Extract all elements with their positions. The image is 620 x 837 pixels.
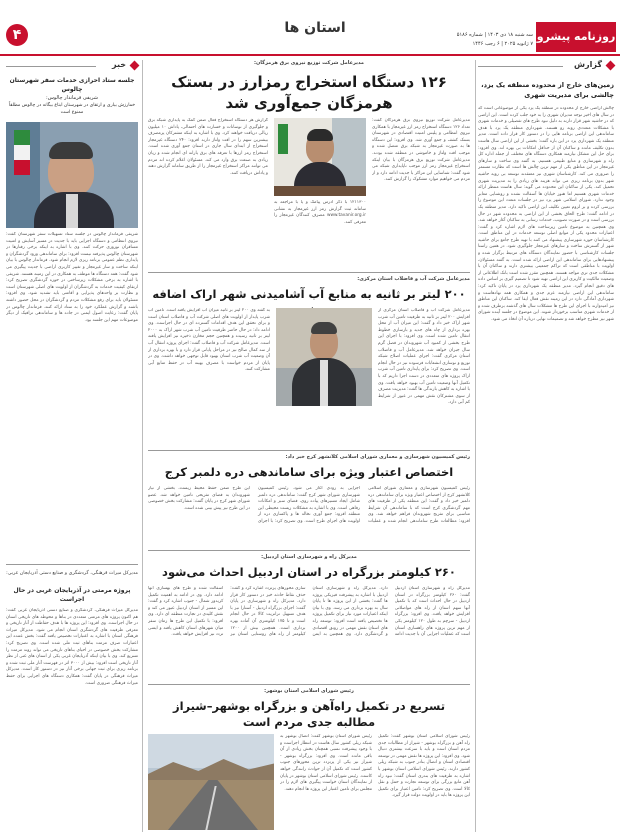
story2-body-col1: مدیرعامل شرکت آب و فاضلاب استان مرکزی از افزایش ۲۰۰ لیتر بر ثانیه به ظرفیت تامین آب شرب شهر اراک خبر داد و گفت: این میزان آب از محل بهره برداری از چاه های جدید و بازسازی خطوط انتقال تامین شده است. وی افزود: با اجرای این طرح بخشی از کمبود آب شهروندان در فصل گرم سال جبران خواهد شد. مدیرعامل آب و فاضلاب استان مرکزی گفت: اجرای عملیات اصلاح شبکه توزیع و نوسازی انشعابات فرسوده نیز در حال انجام است. وی تصریح کرد: برای پایداری تامین آب شرب اراک پروژه های متعددی در دست اجرا داریم که با تکمیل آنها وضعیت تامین آب بهبود خواهد یافت. وی با اشاره به کاهش بارندگی ها گفت: مدیریت مصرف از سوی مشترکان نقش مهمی در عبور از شرایط کم آبی دارد. — [378, 308, 470, 406]
header-rule — [6, 66, 96, 67]
story3-headline: اختصاص اعتبار ویژه برای ساماندهی دره دلمبر کرج — [164, 465, 454, 479]
news-header-label: خبر — [111, 60, 126, 69]
news-article1-body: شریفی فرماندار چالوس در جلسه ستاد تسهیلات سفر شهرستان گفت: نیروی انتظامی و دستگاه اجرایی باید با جدیت در مسیر آسایش و امنیت مسافران نوروزی حرکت کنند. وی با اشاره به اینکه برخی رفتارها در شهرستان چالوس پذیرفته نیست افزود: برای ساماندهی ورود گردشگران و پایداری نظم عمومی برنامه ریزی لازم انجام شود. فرماندار چالوس با بیان اینکه ساخت و ساز غیرمجاز و تغییر کاربری اراضی با جدیت پیگیری می شود گفت: همه دستگاه ها موظف به همکاری در این زمینه هستند. شریفی با اشاره به برخی مشکلات زیرساختی در حوزه گردشگری تصریح کرد: ارتقای کیفیت خدمات به گردشگران از اولویت های اصلی شهرستان است و نظارت بر واحدهای پذیرایی و اقامتی باید تشدید شود. وی افزود: مسئولان باید برای رفع مشکلات مردم و گردشگران در محل حضور داشته باشند و گزارش عملکرد خود را به ستاد ارائه کنند. فرماندار چالوس در پایان گفت: رعایت اصول ایمنی در جاده ها و ساماندهی ترافیک از دیگر موضوعات مهم این جلسه بود. — [6, 232, 138, 323]
news-column — [6, 60, 138, 832]
news-article2-kicker: مدیرکل میراث فرهنگی، گردشگری و صنایع دستی آذربایجان غربی: — [6, 571, 138, 576]
news-article1-summary: خمارزش بیاری و ارتقای در شهرستان ابتاع بیگانه در چالوس مطلقاً ممنوع است — [8, 103, 136, 115]
issue-date-box — [455, 31, 533, 49]
story-divider — [148, 684, 470, 685]
story1-kicker: مدیرعامل شرکت توزیع نیروی برق هرمزگان: — [254, 60, 364, 66]
story1-body-col2: گزارش هر دستگاه استخراج فعال ضمن کمک به پایداری شبکه برق و جلوگیری از نوسانات و خسارت های احتمالی، پاداش ۱۰ میلیون ریالی دریافت خواهند کرد. وی با اشاره به اینکه مشترکان پرمصرف بیشترین سهم را در افت ولتاژ دارند افزود: ۲۴۰ دستگاه غیرمجاز استخراج از ابتدای سال جاری در استان جمع آوری شده است. استخراج رمز ارزها با تعرفه های برق یارانه ای انجام شده و زیان زیادی به صنعت برق وارد می کند. مسئولان اعلام کرده اند مردم می توانند مراکز استخراج غیرمجاز را از طریق سامانه گزارش دهند و پاداش دریافت کنند. — [148, 118, 268, 176]
story-bushehr — [148, 688, 470, 832]
story-karaj — [148, 454, 470, 548]
story3-kicker: رئیس کمیسیون شهرسازی و معماری شورای اسلامی کلانشهر کرج خبر داد: — [285, 454, 470, 460]
page-number-badge: ۴ — [6, 24, 28, 46]
story4-headline: ۲۶۰ کیلومتر بزرگراه در استان اردبیل احداث می‌شود — [162, 565, 456, 579]
news-article1-subhead: شریفی فرماندار چالوس: — [46, 95, 98, 101]
masthead — [0, 0, 620, 55]
story5-kicker: رئیس شورای اسلامی استان بوشهر: — [264, 688, 354, 694]
railway-highway-photo — [148, 734, 274, 830]
story3-body: رئیس کمیسیون شهرسازی و معماری شورای اسلامی کلانشهر کرج از اختصاص اعتبار ویژه برای ساماندهی دره دلمبر خبر داد و گفت: این منطقه یکی از ظرفیت های مهم گردشگری کرج است که با ساماندهی آن شرایط مناسبی برای تفریح شهروندان فراهم خواهد شد. وی افزود: مطالعات طرح ساماندهی انجام شده و عملیات اجرایی به زودی آغاز می شود. رئیس کمیسیون شهرسازی شورای شهر کرج گفت: ساماندهی دره دلمبر شامل ایجاد مسیرهای پیاده روی، فضای سبز و امکانات رفاهی است. وی با اشاره به مشکلات زیست محیطی این منطقه افزود: جمع آوری نخاله ها و پاکسازی دره از اولویت های اجرای طرح است. وی تصریح کرد: با اجرای این طرح ضمن حفظ محیط زیست، بخشی از نیاز شهروندان به فضای تفریحی تامین خواهد شد. عضو شورای شهر کرج در پایان گفت: مشارکت بخش خصوصی در این طرح نیز پیش بینی شده است. — [148, 486, 470, 524]
story4-kicker: مدیرکل راه و شهرسازی استان اردبیل: — [261, 554, 357, 560]
report-title: زمین‌های خارج از محدوده منطقه یک یزد، چالشی برای مدیریت شهری — [481, 81, 614, 99]
story-hormozgan — [148, 60, 470, 270]
news-article2-body: مدیرکل میراث فرهنگی، گردشگری و صنایع دستی آذربایجان غربی گفت: هم اکنون پروژه های مرمتی متعددی در بناها و محوطه های تاریخی استان در حال اجراست. وی افزود: این پروژه ها با هدف حفاظت از آثار تاریخی و معرفی ظرفیت های گردشگری استان انجام می شود. مدیرکل میراث فرهنگی استان با اشاره به اعتبارات تخصیص یافته گفت: بخش عمده این اعتبارات صرف مرمت بناهای ثبت ملی شده است. وی تصریح کرد: مشارکت بخش خصوصی در احیای بناهای تاریخی می تواند روند مرمت را تسریع کند. وی با بیان اینکه آذربایجان غربی یکی از استان های غنی از نظر آثار تاریخی است افزود: بیش از ۳۰۰۰ اثر در فهرست آثار ملی ثبت شده و برنامه ریزی برای ثبت جهانی برخی آثار نیز در دستور کار است. مدیرکل میراث فرهنگی در پایان گفت: همکاری دستگاه های اجرایی برای حفظ میراث فرهنگی ضروری است. — [6, 608, 138, 686]
story5-body-col1: رئیس شورای اسلامی استان بوشهر گفت: تکمیل راه آهن و بزرگراه بوشهر - شیراز از مطالبات جدی مردم استان است و باید با سرعت بیشتری دنبال شود. وی افزود: این پروژه ها نقش مهمی در توسعه اقتصادی استان و اتصال بنادر جنوب به شبکه ریلی کشور دارند. رئیس شورای اسلامی استان بوشهر با اشاره به ظرفیت های بندری استان گفت: نبود راه آهن مانع بزرگی برای توسعه تجارت و حمل و نقل کالا است. وی تصریح کرد: تامین اعتبار برای تکمیل این پروژه ها باید در اولویت دولت قرار گیرد. — [378, 734, 470, 799]
story1-body-col1: مدیرعامل شرکت توزیع نیروی برق هرمزگان گفت: تعداد ۱۲۶ دستگاه استخراج رمز ارز غیرمجاز با همکاری نیروی انتظامی و پلیس امنیت اقتصادی در شهرستان بستک کشف و جمع آوری شد. وی افزود: این دستگاه ها به صورت غیرمجاز به شبکه برق متصل شده و موجب افت ولتاژ و خاموشی در منطقه شده بودند. مدیرعامل شرکت توزیع برق هرمزگان با بیان اینکه استخراج غیرمجاز رمز ارز موجب ناپایداری شبکه می شود گفت: شناسایی این مراکز با جدیت ادامه دارد و از مردم می خواهیم موارد مشکوک را گزارش کنند. — [372, 118, 470, 183]
news-article1-title: جلسه ستاد احرازی خدمات سفر شهرستان چالوس — [9, 77, 135, 93]
left-divider — [142, 60, 143, 832]
hormozgan-official-photo — [274, 118, 366, 196]
report-column — [478, 60, 614, 832]
story2-headline: ۲۰۰ لیتر بر ثانیه به منابع آب آشامیدنی شهر اراک اضافه — [152, 287, 466, 301]
logo: روزنامه پیشرو — [536, 22, 616, 52]
story1-photo-caption: ۱۲۱۱۳۰۰ با ذکر آدرس پیامک و یا با مراجعه به سامانه ثبت گزارش رمز ارز غیرمجاز به نشانی www.tavanir.org.ir مصرف کنندگان غیرمجاز را معرفی کنند. — [274, 200, 366, 225]
news-article2-title: پروژه مرمتی در آذربایجان غربی در حال اجراست — [13, 587, 131, 603]
story4-body: مدیرکل راه و شهرسازی استان اردبیل گفت: ۲۶۰ کیلومتر بزرگراه در استان اردبیل در حال احداث است که با تکمیل آنها سهم استان از راه های مواصلاتی افزایش خواهد یافت. وی افزود: بزرگراه اردبیل - سرچم به طول ۱۲۰ کیلومتر یکی از مهم ترین پروژه های راهسازی استان است که عملیات اجرایی آن با جدیت ادامه دارد. مدیرکل راه و شهرسازی استان اردبیل با اشاره به پیشرفت فیزیکی پروژه ها گفت: بخشی از این پروژه ها تا پایان سال به بهره برداری می رسد. وی با بیان اینکه اعتبارات مورد نیاز برای تکمیل پروژه ها تخصیص یافته است افزود: توسعه راه های استان نقش مهمی در رونق اقتصادی و گردشگری دارد. وی همچنین به ایمن سازی محورهای پرتردد اشاره کرد و گفت: حذف نقاط حادثه خیز در دستور کار قرار دارد. مدیرکل راه و شهرسازی در پایان گفت: اجرای بزرگراه اردبیل - آستارا نیز با هدف تسهیل ترانزیت کالا در حال انجام است و تا ۱۷۵ کیلومتری آن آماده بهره برداری است. همچنین بیش از ۱۲۰۰ کیلومتر از راه های روستایی استان نیز آسفالت شده و طرح های بهسازی آنها ادامه دارد. وی در ادامه به اهمیت تکمیل کریدور شمال - جنوب اشاره کرد و گفت: این مسیر از استان اردبیل عبور می کند و نقش کلیدی در تجارت منطقه ای دارد. وی افزود: با تکمیل این طرح ها زمان سفر میان شهرهای استان کاهش یافته و ایمنی تردد نیز افزایش خواهد یافت. — [148, 586, 470, 638]
story-arak — [148, 276, 470, 446]
report-body: چالش اراضی خارج از محدوده در منطقه یک یزد یکی از موضوعاتی است که در سال های اخیر توجه مدیران شهری را به خود جلب کرده است. این اراضی که در حاشیه شهر قرار دارند به دلیل نبود طرح های تفصیلی و خدمات شهری با مشکلات متعددی روبه رو هستند. شهرداری منطقه یک یزد با هدف ساماندهی این اراضی برنامه هایی را در دستور کار قرار داده است. مدیر منطقه یک شهرداری یزد در این باره گفت: بخشی از این اراضی سال هاست بدون تکلیف مانده و ساکنان آن از حداقل امکانات بی بهره اند. وی افزود: برای حل این مشکل نیازمند همکاری دستگاه های مختلف از جمله اداره کل راه و شهرسازی و منابع طبیعی هستیم. به گفته وی ساخت و سازهای غیرمجاز در این مناطق یکی از مهم ترین چالش ها است که نظارت مستمر را ضروری می کند. کارشناسان شهری نیز معتقدند توسعه بی رویه حاشیه شهر بدون برنامه ریزی می تواند هزینه های زیادی را به مدیریت شهری تحمیل کند. یکی از ساکنان این محدوده می گوید: سال هاست منتظر ارائه خدمات شهری هستیم اما هنوز خیابان ها آسفالت نشده و روشنایی معابر وجود ندارد. شورای اسلامی شهر یزد نیز در جلسات متعدد این موضوع را بررسی کرده و بر لزوم تعیین تکلیف این اراضی تاکید دارد. مدیر منطقه یک در ادامه گفت: طرح الحاق بخشی از این اراضی به محدوده شهر در حال بررسی است و در صورت تصویب، خدمات رسانی به ساکنان آغاز خواهد شد. وی همچنین به موضوع تامین زیرساخت های لازم اشاره کرد و گفت: اعتبارات محدود یکی از موانع اصلی توسعه خدمات در این مناطق است. کارشناسان حوزه شهرسازی پیشنهاد می کنند با تهیه طرح جامع برای حاشیه شهر از گسترش ساخت و سازهای غیرمجاز جلوگیری شود. در همین راستا جلسات کارشناسی با حضور نمایندگان دستگاه های مرتبط برگزار شده و پیشنهادهایی برای ساماندهی این اراضی ارائه شده است. به گفته مسئولان، اولویت با مناطقی است که تراکم جمعیتی بیشتری دارند و ساکنان آن با مشکلات جدی تری مواجه هستند. همچنین مقرر شده است بانک اطلاعاتی از وضعیت مالکیت و کاربری این اراضی تهیه شود تا تصمیم گیری بر اساس داده های دقیق انجام گیرد. مدیر منطقه یک شهرداری یزد در پایان تاکید کرد: ساماندهی این اراضی نیازمند عزم جدی و همکاری همه نهادهاست و شهرداری آمادگی دارد در این زمینه نقش فعال ایفا کند. ساکنان این مناطق نیز امیدوارند با اجرای این طرح ها مشکلات سال های گذشته برطرف شده و از خدمات شهری مناسب برخوردار شوند. این موضوع در جلسه آینده شورای شهر نیز مطرح خواهد شد و تصمیمات نهایی درباره آن اتخاذ می شود. — [478, 106, 614, 322]
story2-kicker: مدیرعامل شرکت آب و فاضلاب استان مرکزی: — [357, 276, 470, 282]
diamond-icon — [130, 61, 140, 71]
masthead-red-rule — [0, 54, 620, 56]
story5-body-col2: رئیس شورای استان بوشهر گفت: اتصال بوشهر به شبکه ریلی کشور سال هاست در انتظار اجراست و با وجود پیشرفت نسبی همچنان بخش زیادی از آن باقی مانده است. وی افزود: بزرگراه بوشهر - شیراز نیز یکی از پرتردد ترین محورهای جنوب کشور است که تکمیل آن از حوادث رانندگی خواهد کاست. رئیس شورای اسلامی استان بوشهر در پایان از نمایندگان استان خواست پیگیری های لازم را در مجلس برای تامین اعتبار این پروژه ها انجام دهند. — [280, 734, 372, 792]
right-divider — [475, 60, 476, 832]
chalus-governor-photo — [6, 122, 138, 228]
report-header-label: گزارش — [573, 60, 602, 69]
issue-line-1: سه شنبه ۱۸ دی ۱۴۰۳ | شماره ۵۱۸۶ — [456, 32, 533, 38]
story-divider — [148, 550, 470, 551]
issue-line-2: ۷ ژانویه ۲۰۲۵ | ۶ رجب ۱۴۴۶ — [472, 41, 533, 47]
story1-headline: ۱۲۶ دستگاه استخراج رمزارز در بستک هرمزگان جمع‌آوری شد — [171, 73, 447, 112]
section-title: استان ها — [284, 20, 346, 36]
news-divider — [6, 564, 138, 565]
story-divider — [148, 450, 470, 451]
arak-water-official-photo — [276, 308, 372, 406]
news-header — [6, 60, 138, 72]
story-divider — [148, 272, 470, 273]
header-rule — [478, 66, 563, 67]
iran-flag-icon — [14, 130, 30, 175]
report-header — [478, 60, 614, 72]
story5-headline: تسریع در تکمیل راه‌آهن و بزرگراه بوشهر–شیراز مطالبه جدی مردم است — [172, 699, 446, 729]
story-ardabil — [148, 554, 470, 682]
diamond-icon — [606, 61, 616, 71]
story2-body-col2: به گفته وی ۲۰۰ لیتر بر ثانیه میزان آب افزایش یافته است. تامین آب شرب پایدار از اولویت های اصلی شرکت آب و فاضلاب استان است و برای تحقق این هدف اقدامات گسترده ای در حال اجراست. وی ادامه داد: در حال حاضر ظرفیت تامین آب شرب شهر اراک به ۲۰۰۰ لیتر بر ثانیه رسیده و همچنین حجم مخازن ذخیره نیز افزایش یافته است. مدیرعامل شرکت آب و فاضلاب گفت: اجرای پروژه انتقال آب از سد کمال صالح نیز در مراحل پایانی قرار دارد و با بهره برداری از آن وضعیت آب شرب استان بهبود قابل توجهی خواهد داشت. وی در پایان از مردم خواست با مصرف بهینه آب در حفظ منابع آبی مشارکت کنند. — [148, 308, 270, 373]
